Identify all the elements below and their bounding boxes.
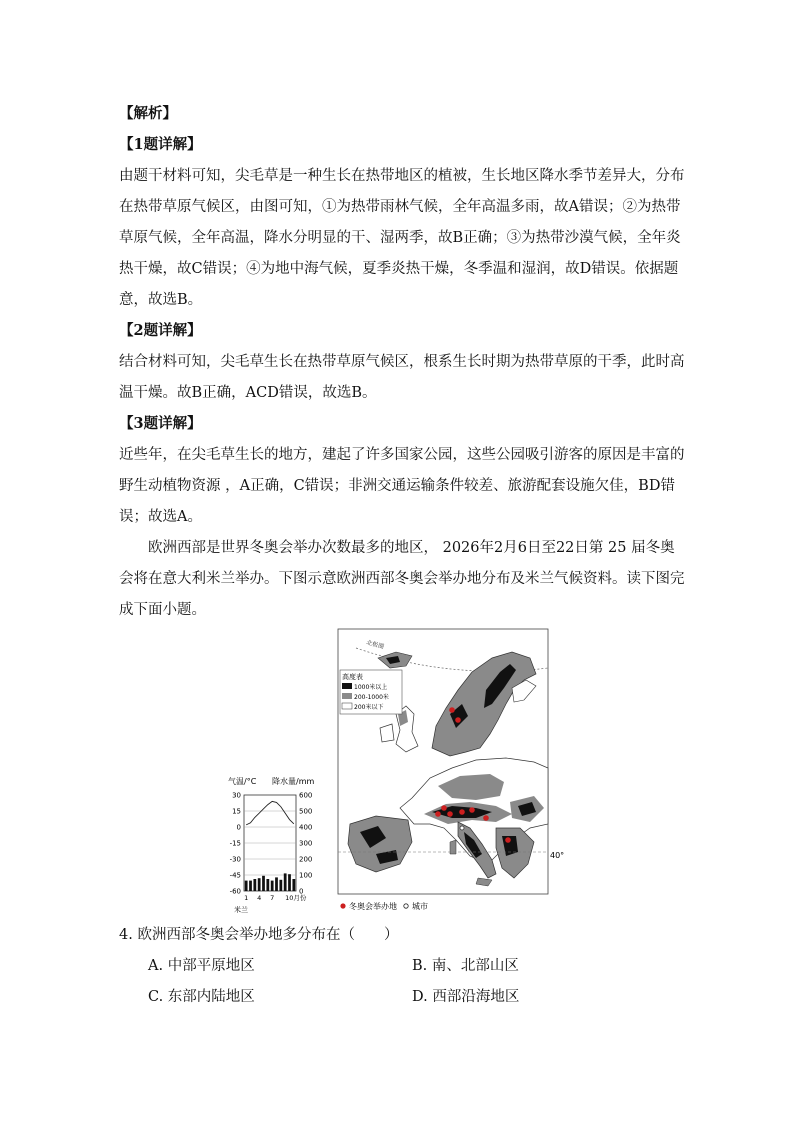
host-city-marker [447,811,453,817]
legend-swatch-high [342,683,352,689]
host-city-marker [441,805,447,811]
precip-axis-label: 降水量/mm [272,777,315,786]
precip-tick-label: 300 [299,839,313,848]
precip-bar [258,878,261,891]
host-city-marker [449,707,455,713]
temp-tick-label: 0 [236,823,241,832]
precip-tick-label: 400 [299,823,313,832]
host-legend-label: 冬奥会举办地 [349,902,397,911]
city-legend-label: 城市 [412,902,428,911]
option-b[interactable]: B. 南、北部山区 [412,958,519,974]
temp-tick-label: -15 [229,839,241,848]
host-city-marker [435,811,441,817]
precip-tick-label: 500 [299,807,313,816]
precip-tick-label: 600 [299,791,313,800]
q1-line: 在热带草原气候区，由图可知，①为热带雨林气候，全年高温多雨，故A错误；②为热带 [119,199,681,215]
milan-climate-chart [228,776,314,914]
host-city-marker [505,837,511,843]
precip-bar [271,881,274,891]
precip-bar [288,874,291,891]
legend-swatch-low [342,703,352,709]
city-marker [460,826,464,830]
analysis-header: 【解析】 [119,105,177,122]
legend-swatch-mid [342,693,352,699]
q3-line: 野生动植物资源 ，A正确，C错误；非洲交通运输条件较差、旅游配套设施欠佳，BD错 [119,478,675,494]
city-legend-marker [404,904,408,908]
q3-line: 近些年，在尖毛草生长的地方，建起了许多国家公园，这些公园吸引游客的原因是丰富的 [119,447,685,463]
precip-bar [292,879,295,891]
option-c[interactable]: C. 东部内陆地区 [148,989,255,1005]
precip-bar [275,877,278,891]
q3-header: 【3题详解】 [119,415,202,432]
precip-tick-label: 0 [299,887,304,896]
question4-stem: 4. 欧洲西部冬奥会举办地多分布在（ ） [119,927,399,943]
temp-tick-label: -60 [229,887,241,896]
host-city-marker [469,807,475,813]
precip-bar [284,873,287,891]
material-line: 会将在意大利米兰举办。下图示意欧洲西部冬奥会举办地分布及米兰气候资料。读下图完 [119,571,685,587]
city-label: 米兰 [234,906,248,914]
host-city-marker [455,717,461,723]
precip-bar [253,879,256,891]
q1-line: 热干燥，故C错误；④为地中海气候，夏季炎热干燥，冬季温和湿润，故D错误。依据题 [119,261,679,277]
host-legend-marker [340,903,345,908]
month-tick-label: 10月份 [285,894,307,902]
material-line: 欧洲西部是世界冬奥会举办次数最多的地区， 2026年2月6日至22日第 25 届冬奥 [148,540,675,556]
figure [200,628,565,918]
q2-header: 【2题详解】 [119,322,202,339]
temp-tick-label: 30 [232,791,241,800]
temperature-curve [246,801,294,824]
temp-tick-label: 15 [232,807,241,816]
host-city-marker [459,809,465,815]
precip-bar [266,879,269,891]
host-city-marker [483,815,489,821]
legend-item: 200-1000米 [354,694,389,701]
map-bottom-legend [340,901,428,911]
legend-item: 200米以下 [354,704,384,711]
q1-line: 由题干材料可知，尖毛草是一种生长在热带地区的植被，生长地区降水季节差异大，分布 [119,168,685,184]
q1-line: 意，故选B。 [119,292,203,308]
temp-axis-label: 气温/°C [228,777,257,786]
precip-bar [245,881,248,891]
option-a[interactable]: A. 中部平原地区 [148,958,255,974]
temp-tick-label: -45 [229,871,241,880]
temp-tick-label: -30 [229,855,241,864]
legend-item: 1000米以上 [354,684,388,691]
precip-tick-label: 200 [299,855,313,864]
q3-line: 误；故选A。 [119,509,202,525]
month-tick-label: 1 [244,894,249,902]
precip-bar [279,880,282,891]
q1-header: 【1题详解】 [119,136,202,153]
q1-line: 草原气候，全年高温，降水分明显的干、湿两季，故B正确；③为热带沙漠气候，全年炎 [119,230,681,246]
q2-line: 结合材料可知，尖毛草生长在热带草原气候区，根系生长时期为热带草原的干季，此时高 [119,354,685,370]
arctic-circle-label: 北极圈 [365,639,385,651]
legend-title: 高度表 [342,673,363,681]
q2-line: 温干燥。故B正确，ACD错误，故选B。 [119,385,377,401]
latitude-label: 40° [550,851,565,860]
precip-tick-label: 100 [299,871,313,880]
month-tick-label: 4 [257,894,262,902]
europe-map [338,629,564,894]
month-tick-label: 7 [270,894,275,902]
precip-bar [249,881,252,891]
option-d[interactable]: D. 西部沿海地区 [412,989,520,1005]
material-line: 成下面小题。 [119,602,206,618]
precip-bar [262,876,265,891]
